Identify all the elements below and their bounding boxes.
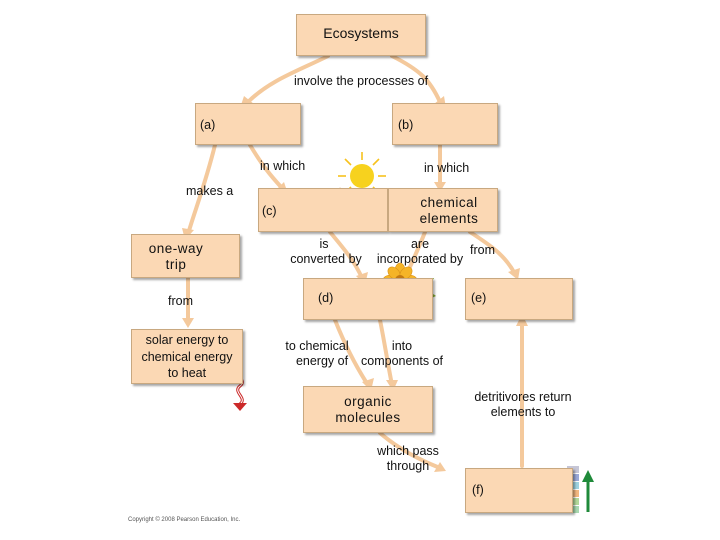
link-which-pass: which pass — [377, 444, 439, 458]
box-c-label: (c) — [262, 204, 277, 218]
link-from-left: from — [168, 294, 193, 308]
link-into: into — [391, 339, 413, 353]
chemical-elements-line-2: elements — [419, 211, 479, 226]
box-f-label: (f) — [472, 483, 484, 497]
link-to-chemical: to chemical — [285, 339, 349, 353]
link-in-which-right: in which — [424, 161, 470, 175]
box-a-label: (a) — [200, 118, 216, 132]
link-are-incorporated-by — [370, 237, 470, 267]
up-arrow-icon — [582, 470, 594, 512]
link-involve-label: involve the processes of — [293, 74, 429, 88]
link-is: is — [319, 237, 329, 251]
organic-molecules-line-1: organic — [344, 394, 392, 409]
one-way-trip-label — [131, 241, 221, 273]
link-is-converted-by — [280, 237, 372, 267]
solar-energy-label — [131, 332, 243, 382]
box-d-label: (d) — [318, 291, 334, 305]
link-components-of: components of — [361, 354, 443, 368]
link-converted-by: converted by — [290, 252, 362, 266]
chemical-elements-line-1: chemical — [420, 195, 478, 210]
copyright-notice: Copyright © 2008 Pearson Education, Inc. — [128, 517, 241, 523]
one-way-trip-line-2: trip — [165, 257, 187, 272]
box-e-label: (e) — [471, 291, 487, 305]
ecosystems-title: Ecosystems — [323, 25, 399, 41]
solar-energy-line-3: to heat — [167, 366, 207, 380]
chemical-elements-label — [398, 195, 500, 227]
solar-energy-line-2: chemical energy — [141, 349, 233, 364]
link-energy-of: energy of — [295, 354, 349, 368]
link-incorporated-by: incorporated by — [376, 252, 464, 266]
link-detritivores-line-2: elements to — [490, 405, 556, 419]
link-to-chemical-energy-of — [276, 339, 358, 369]
link-in-which-left: in which — [260, 159, 306, 173]
link-from-right: from — [470, 243, 495, 257]
box-b-label: (b) — [398, 118, 414, 132]
link-makes-a: makes a — [186, 184, 234, 198]
link-through: through — [386, 459, 430, 473]
organic-molecules-label — [322, 394, 414, 426]
link-are: are — [410, 237, 430, 251]
box-c — [258, 188, 388, 232]
link-into-components-of — [352, 339, 452, 369]
link-which-pass-through — [368, 444, 448, 474]
link-detritivores-line-1: detritivores return — [474, 390, 572, 404]
one-way-trip-line-1: one-way — [148, 241, 204, 256]
solar-energy-line-1: solar energy to — [145, 333, 229, 347]
organic-molecules-line-2: molecules — [335, 410, 401, 425]
link-detritivores — [462, 390, 584, 420]
